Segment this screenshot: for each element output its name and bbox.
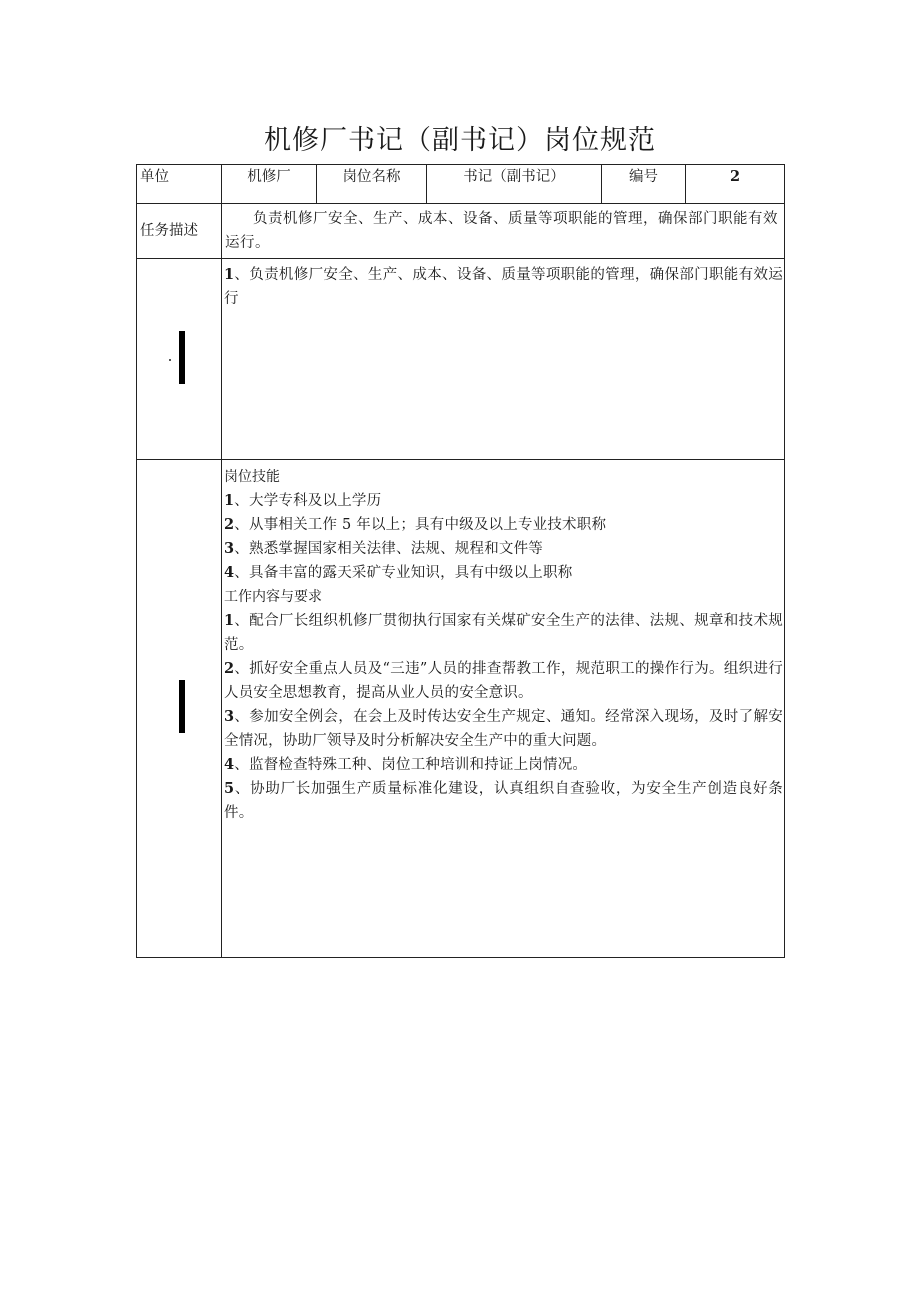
skill-item: 3、熟悉掌握国家相关法律、法规、规程和文件等 (224, 540, 543, 557)
duty-row (137, 259, 785, 460)
duty-vertical-bar (179, 331, 185, 384)
work-item: 1、配合厂长组织机修厂贯彻执行国家有关煤矿安全生产的法律、法规、规章和技术规范。 (224, 612, 783, 653)
post-value: 书记（副书记） (427, 165, 602, 204)
skills-row (137, 460, 785, 958)
duty-dot-mark (169, 359, 171, 361)
skills-content (222, 460, 785, 958)
task-description: 负责机修厂安全、生产、成本、设备、质量等项职能的管理，确保部门职能有效运行。 (222, 204, 785, 259)
unit-value: 机修厂 (222, 165, 317, 204)
duty-content (222, 259, 785, 460)
work-item: 2、抓好安全重点人员及“三违”人员的排查帮教工作，规范职工的操作行为。组织进行人员安全思想教育，提高从业人员的安全意识。 (224, 660, 783, 701)
page-title: 机修厂书记（副书记）岗位规范 (264, 125, 656, 156)
task-label: 任务描述 (137, 204, 222, 259)
job-spec-table (136, 164, 785, 958)
skills-label-cell (137, 460, 222, 958)
duty-label-cell (137, 259, 222, 460)
skills-vertical-bar (179, 680, 185, 733)
skill-item: 1、大学专科及以上学历 (224, 492, 382, 509)
header-row (137, 165, 785, 204)
skill-item: 4、具备丰富的露天采矿专业知识，具有中级以上职称 (224, 564, 573, 581)
unit-label: 单位 (137, 165, 222, 204)
code-value: 2 (686, 165, 785, 204)
code-label: 编号 (602, 165, 686, 204)
skills-heading: 岗位技能 (224, 469, 280, 485)
duty-item: 1、负责机修厂安全、生产、成本、设备、质量等项职能的管理，确保部门职能有效运行 (224, 266, 783, 307)
task-row (137, 204, 785, 259)
work-item: 3、参加安全例会，在会上及时传达安全生产规定、通知。经常深入现场，及时了解安全情况，协助厂领导及时分析解决安全生产中的重大问题。 (224, 708, 783, 749)
work-item: 4、监督检查特殊工种、岗位工种培训和持证上岗情况。 (224, 756, 588, 773)
work-item: 5、协助厂长加强生产质量标准化建设，认真组织自查验收，为安全生产创造良好条件。 (224, 780, 783, 821)
post-label: 岗位名称 (317, 165, 427, 204)
work-heading: 工作内容与要求 (224, 589, 322, 605)
skill-item: 2、从事相关工作 5 年以上；具有中级及以上专业技术职称 (224, 516, 607, 533)
